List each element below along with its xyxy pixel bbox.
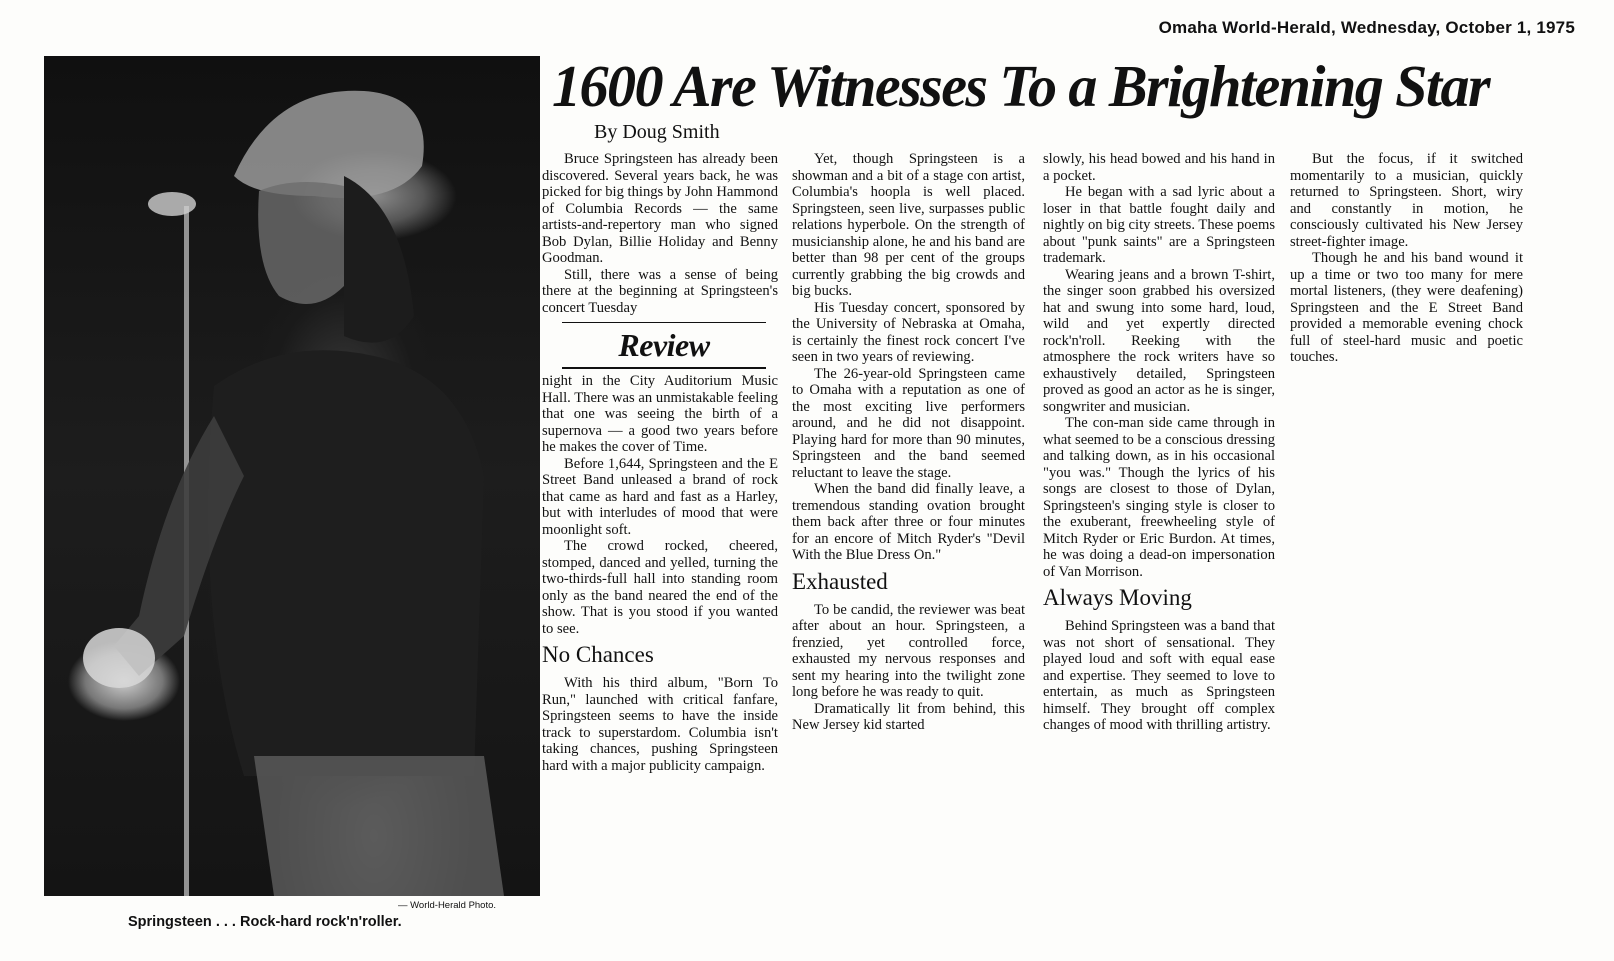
byline: By Doug Smith (594, 121, 720, 143)
subhead-exhausted: Exhausted (792, 568, 888, 594)
paragraph: The 26-year-old Springsteen came to Omaha with a reputation as one of the most exciting live performers around, and he did not disappoint. Playing hard for more than 90 minutes, Springsteen and the band seemed reluctant to leave the stage. (792, 365, 1025, 481)
paragraph: When the band did finally leave, a tremendous standing ovation brought them back after three or four minutes for an encore of Mitch Ryder's "Devil With the Blue Dress On." (792, 481, 1025, 563)
paragraph: His Tuesday concert, sponsored by the University of Nebraska at Omaha, is certainly the finest rock concert I've seen in two years of reviewing. (792, 299, 1025, 365)
article-column-3 (1043, 151, 1275, 734)
article-column-4 (1290, 151, 1523, 366)
article-column-1 (542, 151, 778, 774)
paragraph: Still, there was a sense of being there at the beginning at Springsteen's concert Tuesday (542, 266, 778, 316)
article-column-2 (792, 151, 1025, 734)
paragraph: The con-man side came through in what seemed to be a conscious dressing and talking down, as in his occasional "you was." Though the lyrics of his songs are closest to those of Dylan, Springsteen's singing style is closer to the exuberant, freewheeling style of Mitch Ryder or Eric Burdon. At times, he was doing a dead-on impersonation of Van Morrison. (1043, 415, 1275, 580)
paragraph: night in the City Auditorium Music Hall. There was an unmistakable feeling that one was seeing the birth of a supernova — a good two years before he makes the cover of Time. (542, 373, 778, 455)
paragraph: Dramatically lit from behind, this New Jersey kid started (792, 700, 1025, 733)
paragraph: Wearing jeans and a brown T-shirt, the singer soon grabbed his oversized hat and swung into some hard, loud, wild and yet expertly directed rock'n'roll. Reeking with the atmosphere the rock writers have so exhaustively detailed, Springsteen proved as good an actor as he is singer, songwriter and musician. (1043, 266, 1275, 415)
paragraph: The crowd rocked, cheered, stomped, danced and yelled, turning the two-thirds-full hall into standing room only as the band neared the end of the show. That is you stood if you wanted to see. (542, 538, 778, 637)
photo-credit: — World-Herald Photo. (398, 900, 497, 911)
dateline: Omaha World-Herald, Wednesday, October 1, 1975 (1158, 18, 1575, 37)
headline: 1600 Are Witnesses To a Brightening Star (552, 53, 1490, 119)
paragraph: He began with a sad lyric about a loser in that battle fought daily and nightly on big city streets. These poems about "punk saints" are a Springsteen trademark. (1043, 184, 1275, 266)
paragraph: slowly, his head bowed and his hand in a pocket. (1043, 151, 1275, 184)
paragraph: Yet, though Springsteen is a showman and a bit of a stage con artist, Columbia's hoopla is well placed. Springsteen, seen live, surpasses public relations hyperbole. On the strength of musicianship alone, he and his band are better than 98 per cent of the groups currently grabbing the big crowds and big bucks. (792, 151, 1025, 299)
performer-silhouette (44, 56, 540, 896)
paragraph: But the focus, if it switched momentarily to a musician, quickly returned to Springsteen. Short, wiry and constantly in motion, he consciously cultivated his New Jersey street-fighter image. (1290, 151, 1523, 250)
paragraph: Though he and his band wound it up a time or two too many for mere mortal listeners, (they were deafening) Springsteen and the E Street Band provided a memorable evening chock full of steel-hard music and poetic touches. (1290, 250, 1523, 365)
subhead-no-chances: No Chances (542, 642, 654, 667)
paragraph: Bruce Springsteen has already been discovered. Several years back, he was picked for big things by John Hammond of Columbia Records — the same artists-and-repertory man who signed Bob Dylan, Billie Holiday and Benny Goodman. (542, 151, 778, 266)
paragraph: Before 1,644, Springsteen and the E Street Band unleased a brand of rock that came as hard and fast as a Harley, but with interludes of mood that were moonlight soft. (542, 455, 778, 538)
photo-caption: Springsteen . . . Rock-hard rock'n'roller. (128, 914, 402, 930)
paragraph: With his third album, "Born To Run," launched with critical fanfare, Springsteen seems to have the inside track to superstardom. Columbia isn't taking chances, pushing Springsteen hard with a major publicity campaign. (542, 675, 778, 774)
review-label: Review (562, 322, 766, 369)
paragraph: Behind Springsteen was a band that was not short of sensational. They played loud and soft with equal ease and expertise. They seemed to love to entertain, as much as Springsteen himself. They brought off complex changes of mood with thrilling artistry. (1043, 618, 1275, 733)
concert-photo (44, 56, 540, 896)
paragraph: To be candid, the reviewer was beat after about an hour. Springsteen, a frenzied, yet controlled force, exhausted my nervous responses and sent my hearing into the twilight zone long before he was ready to quit. (792, 601, 1025, 700)
subhead-always-moving: Always Moving (1043, 585, 1192, 610)
